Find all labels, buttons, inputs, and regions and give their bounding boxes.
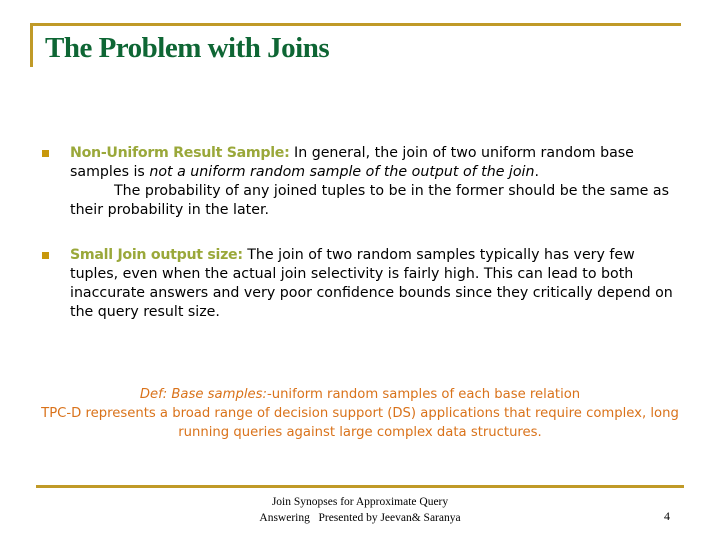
tpcd-note: TPC-D represents a broad range of decision support (DS) applications that require complex, long running queries against large complex data structures.	[41, 406, 679, 440]
bullet-label: Non-Uniform Result Sample:	[70, 145, 290, 161]
title-left-rule	[30, 23, 33, 67]
bullet-text-continuation: The probability of any joined tuples to be in the former should be the same as their probability in the later.	[70, 183, 669, 218]
square-bullet-icon	[42, 252, 49, 259]
square-bullet-icon	[42, 150, 49, 157]
footer-rule	[36, 485, 684, 488]
footer-line-2: Answering Presented by Jeevan& Saranya	[259, 512, 461, 524]
definitions-note	[40, 385, 680, 442]
title-top-rule	[30, 23, 681, 26]
bullet-emphasis: not a uniform random sample of the output of the join	[149, 164, 535, 180]
bullet-small-join-output-size	[40, 246, 680, 322]
bullet-text: In general, the join of two uniform random base samples is	[70, 145, 634, 180]
base-samples-definition	[40, 385, 680, 404]
bullet-text: The join of two random samples typically has very few tuples, even when the actual join selectivity is fairly high. This can lead to both inaccurate answers and very poor confidence bounds since they critically depend on the query result size.	[70, 247, 673, 320]
definition-term: Def: Base samples:	[139, 387, 267, 402]
page-number: 4	[664, 509, 670, 523]
bullet-text-end: .	[534, 164, 539, 180]
slide-title: The Problem with Joins	[45, 32, 330, 64]
footer-text	[230, 494, 490, 526]
footer-line-1: Join Synopses for Approximate Query	[271, 496, 449, 508]
bullet-label: Small Join output size:	[70, 247, 243, 263]
definition-text: -uniform random samples of each base relation	[266, 387, 581, 402]
bullet-non-uniform-result-sample	[40, 144, 680, 220]
bullet-list	[40, 144, 680, 348]
